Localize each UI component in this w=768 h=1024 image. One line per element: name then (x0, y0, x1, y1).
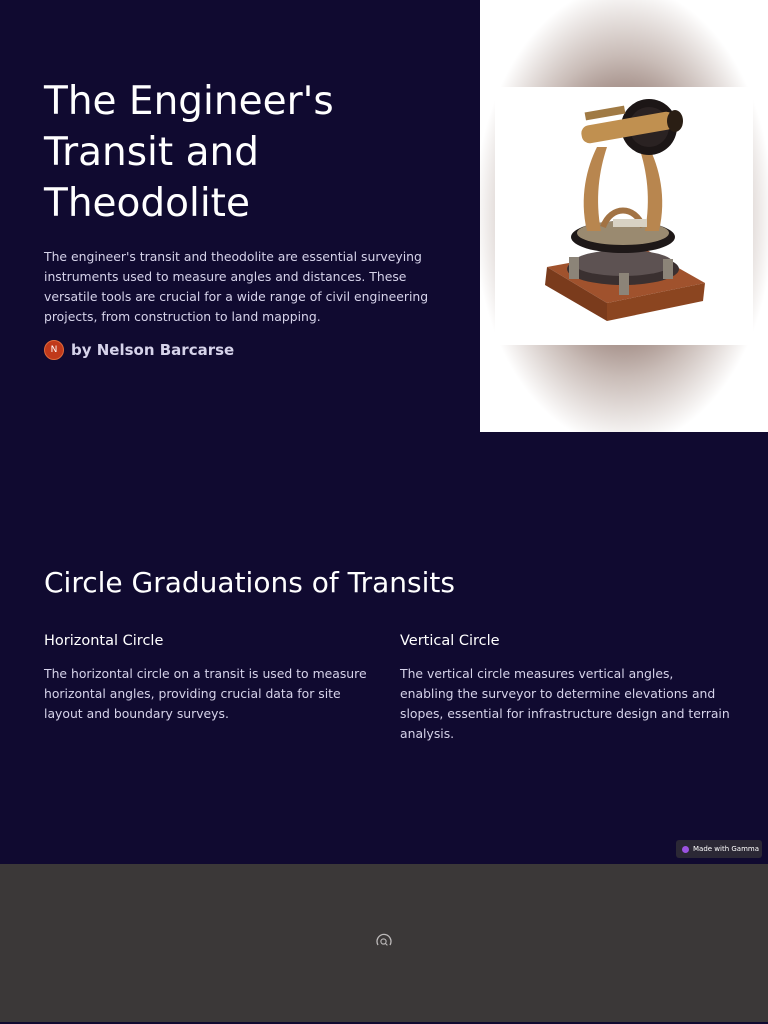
hero-image-panel (480, 0, 768, 432)
hero-card (0, 0, 768, 432)
loading-spinner-icon (374, 932, 394, 952)
vertical-circle-column (400, 632, 730, 744)
made-with-gamma-badge[interactable] (676, 840, 762, 858)
column-text: The horizontal circle on a transit is used to measure horizontal angles, providing crucial data for site layout and boundary surveys. (44, 666, 367, 721)
column-heading: Horizontal Circle (44, 633, 164, 649)
column-heading: Vertical Circle (400, 633, 500, 649)
section-title: Circle Graduations of Transits (44, 566, 455, 599)
badge-label: Made with Gamma (693, 845, 760, 853)
theodolite-image (495, 87, 753, 345)
column-text: The vertical circle measures vertical angles, enabling the surveyor to determine elevations and slopes, essential for infrastructure design and terrain analysis. (400, 666, 730, 741)
theodolite-illustration (495, 87, 753, 345)
author-name: by Nelson Barcarse (71, 341, 235, 359)
avatar (44, 340, 64, 360)
hero-title: The Engineer's Transit and Theodolite (44, 79, 334, 226)
hero-description: The engineer's transit and theodolite are essential surveying instruments used to measure angles and distances. These versatile tools are crucial for a wide range of civil engineering projects, from construction to land mapping. (44, 249, 429, 324)
gamma-logo-icon (682, 846, 689, 853)
loading-card (0, 864, 768, 1022)
author-byline[interactable] (44, 339, 234, 361)
avatar-initial: N (50, 345, 58, 355)
horizontal-circle-column (44, 632, 374, 724)
